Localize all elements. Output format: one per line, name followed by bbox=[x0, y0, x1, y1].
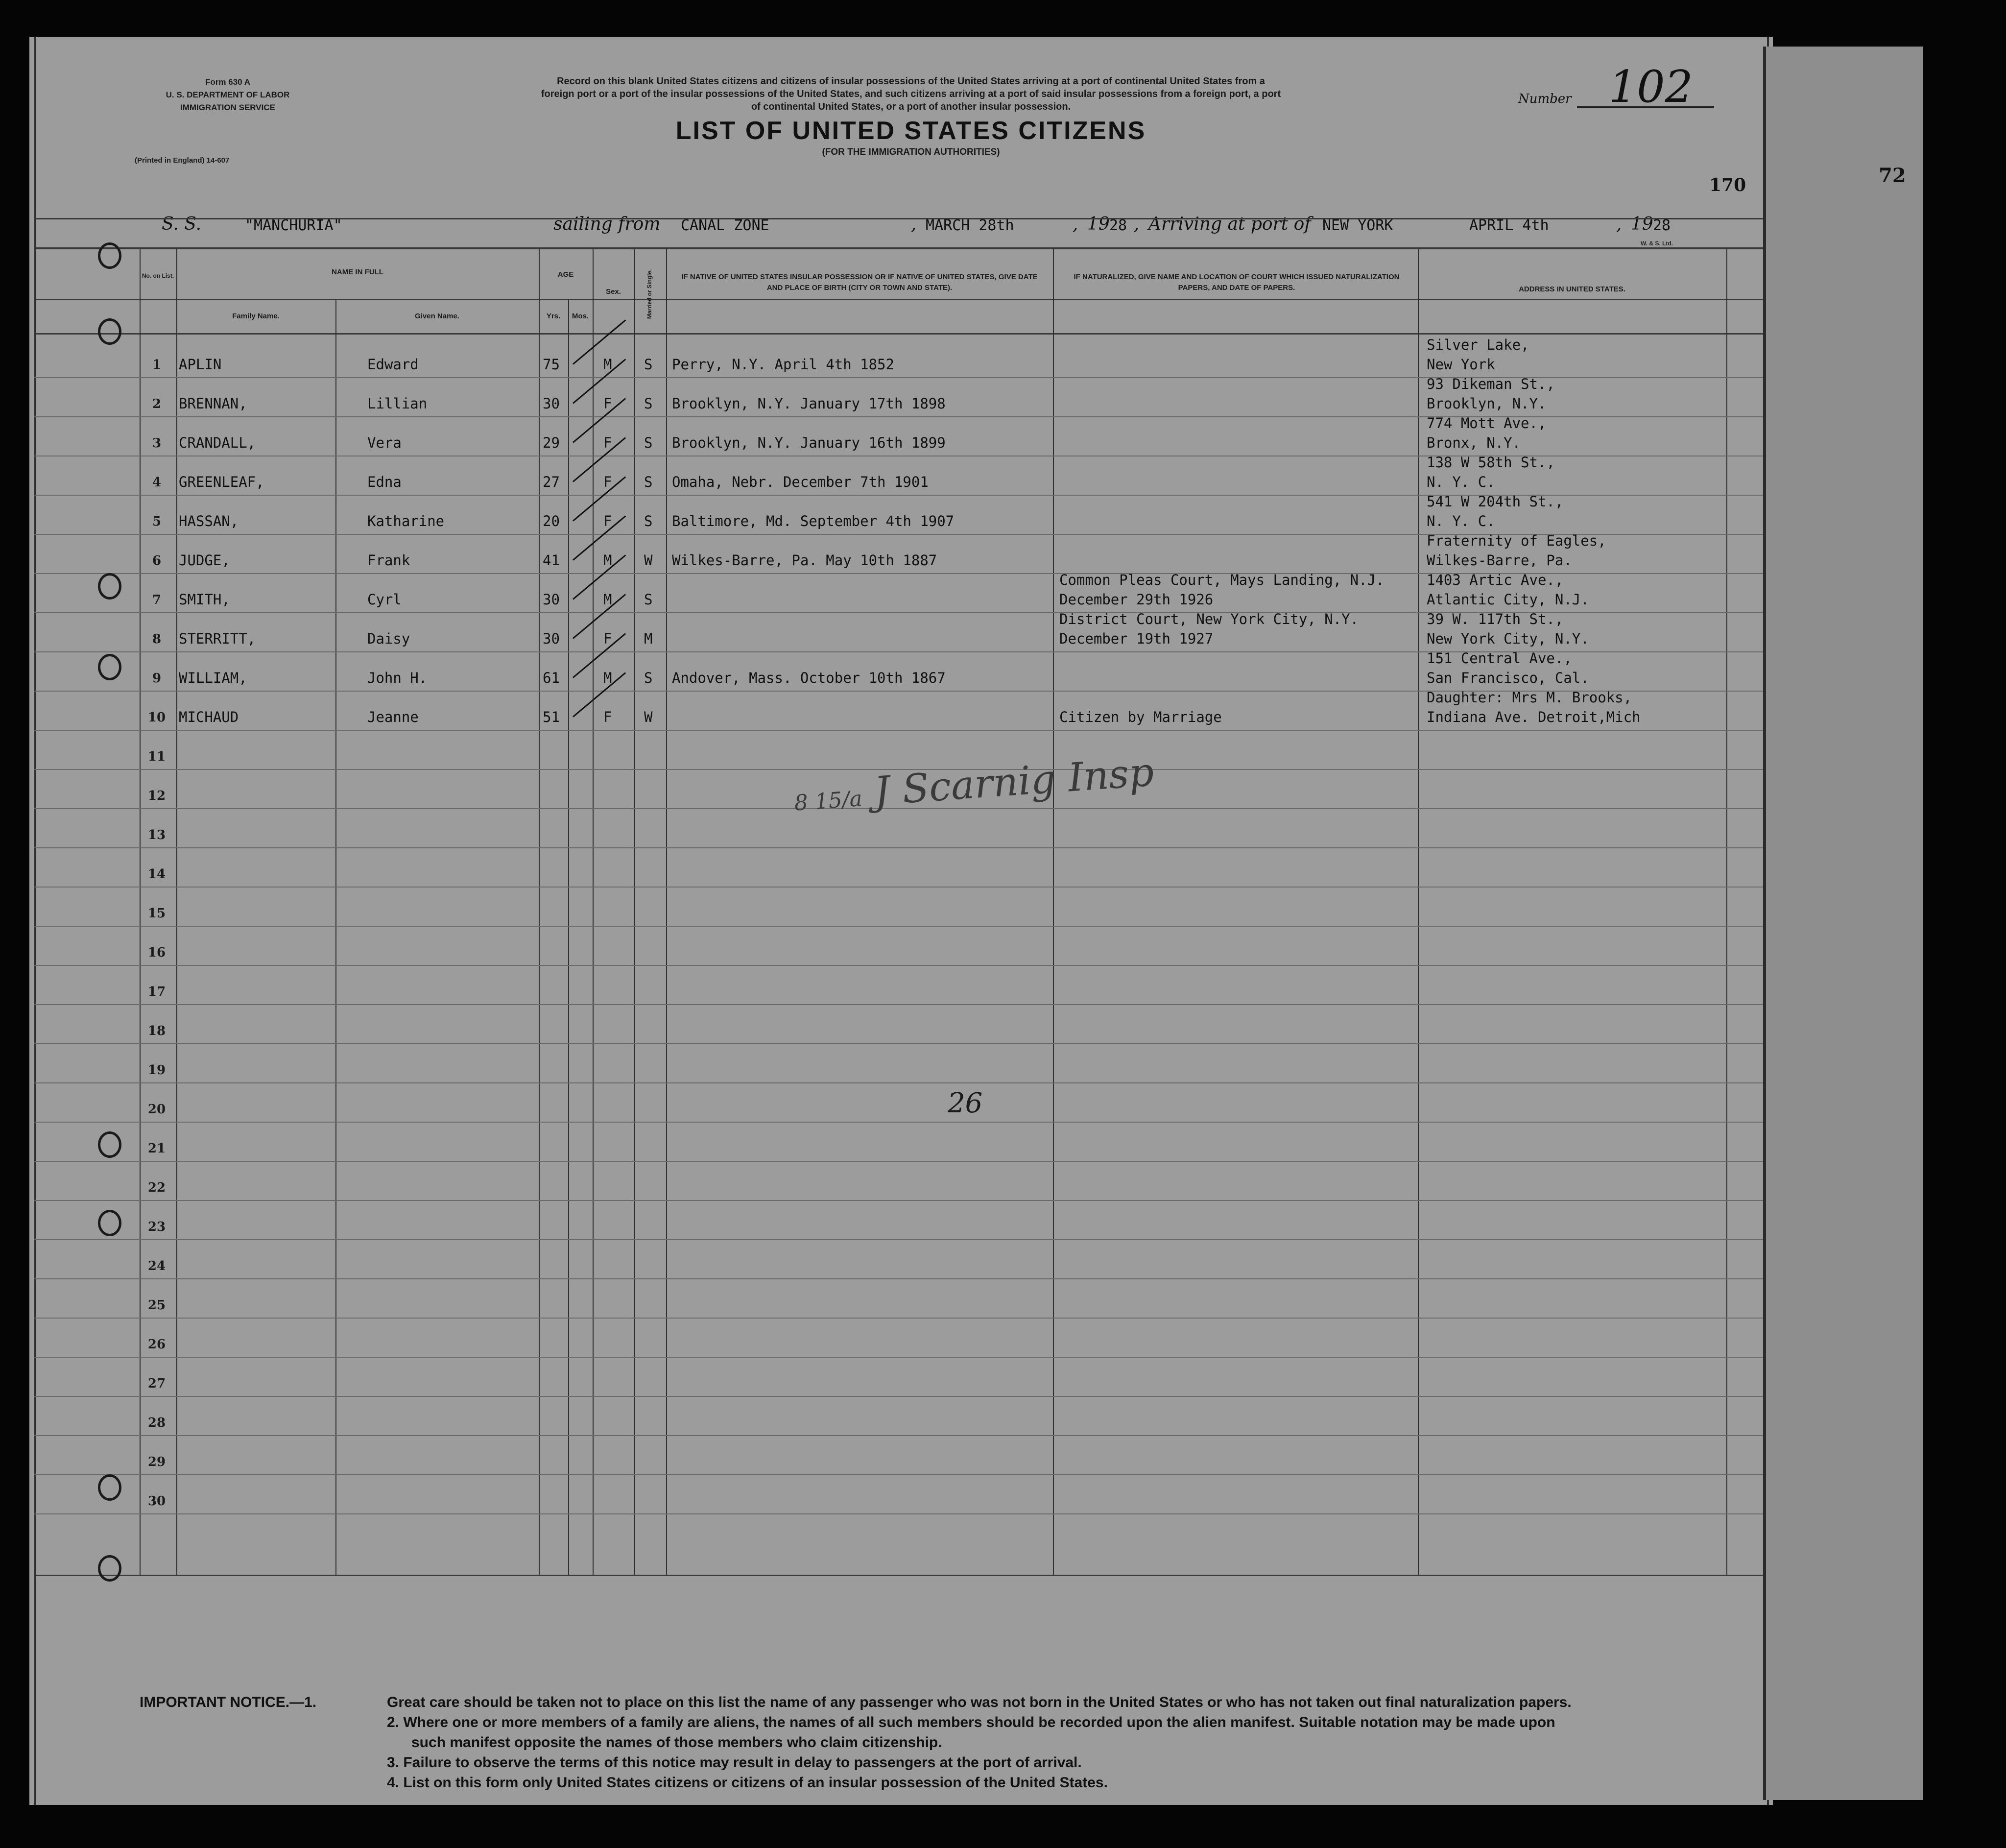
marital-status: S bbox=[644, 670, 653, 686]
rule bbox=[34, 218, 1768, 219]
row-number: 27 bbox=[147, 1376, 166, 1391]
check-mark bbox=[573, 594, 626, 639]
check-mark bbox=[573, 359, 626, 404]
address: Atlantic City, N.J. bbox=[1427, 591, 1589, 608]
row-number: 19 bbox=[147, 1063, 166, 1078]
check-mark bbox=[573, 515, 626, 560]
sex: F bbox=[603, 474, 612, 490]
form-number: Form 630 A bbox=[205, 77, 250, 87]
row-rule bbox=[34, 1239, 1768, 1240]
header-mid-rule bbox=[34, 299, 1768, 300]
printed-in-note: (Printed in England) 14-607 bbox=[135, 156, 230, 165]
page-title: LIST OF UNITED STATES CITIZENS bbox=[675, 117, 1146, 145]
adjacent-page-number: 72 bbox=[1879, 164, 1906, 187]
row-number: 16 bbox=[147, 945, 166, 960]
header-name-in-full: NAME IN FULL bbox=[332, 268, 383, 276]
marital-status: S bbox=[644, 356, 653, 373]
address: N. Y. C. bbox=[1427, 513, 1495, 529]
row-rule bbox=[34, 926, 1768, 927]
given-name: Daisy bbox=[367, 630, 410, 647]
row-number: 13 bbox=[147, 828, 166, 842]
col-divider bbox=[1053, 247, 1054, 1575]
address-line: 774 Mott Ave., bbox=[1427, 415, 1547, 432]
signature-prefix: 8 15/a bbox=[793, 786, 863, 816]
address: New York bbox=[1427, 356, 1495, 373]
row-number: 4 bbox=[152, 475, 162, 490]
family-name: BRENNAN, bbox=[179, 395, 247, 412]
arrival-year-suffix: 28 bbox=[1653, 217, 1671, 234]
department-name: U. S. DEPARTMENT OF LABOR bbox=[166, 90, 290, 99]
family-name: WILLIAM, bbox=[179, 670, 247, 686]
birth-info: Perry, N.Y. April 4th 1852 bbox=[672, 356, 894, 373]
address-line: Fraternity of Eagles, bbox=[1427, 532, 1606, 549]
departure-date: MARCH 28th bbox=[926, 217, 1014, 234]
row-number: 21 bbox=[147, 1141, 166, 1156]
comma: , bbox=[1073, 214, 1078, 234]
page-subtitle: (FOR THE IMMIGRATION AUTHORITIES) bbox=[822, 147, 1000, 157]
age-years: 61 bbox=[543, 670, 560, 686]
header-given-name: Given Name. bbox=[415, 312, 459, 320]
naturalization-court: District Court, New York City, N.Y. bbox=[1059, 611, 1359, 627]
given-name: John H. bbox=[367, 670, 428, 686]
address-line: 1403 Artic Ave., bbox=[1427, 572, 1564, 588]
header-mos: Mos. bbox=[572, 312, 589, 320]
col-divider bbox=[539, 247, 540, 1575]
row-number: 5 bbox=[152, 514, 162, 529]
family-name: STERRITT, bbox=[179, 630, 256, 647]
punch-hole bbox=[98, 1210, 121, 1236]
check-mark bbox=[573, 672, 626, 717]
form-identification bbox=[135, 76, 321, 114]
marital-status: M bbox=[644, 630, 653, 647]
row-rule bbox=[34, 1513, 1768, 1514]
address-line: Silver Lake, bbox=[1427, 336, 1529, 353]
row-number: 3 bbox=[152, 436, 162, 451]
header-sex: Sex. bbox=[606, 288, 621, 296]
row-rule bbox=[34, 1122, 1768, 1123]
notice-item-3: 3. Failure to observe the terms of this notice may result in delay to passengers at the port of arrival. bbox=[387, 1754, 1082, 1771]
col-divider bbox=[176, 247, 177, 1575]
adjacent-page bbox=[1763, 47, 1923, 1800]
departure-year-suffix: 28 bbox=[1109, 217, 1127, 234]
marital-status: S bbox=[644, 434, 653, 451]
row-rule bbox=[34, 1396, 1768, 1397]
manifest-sheet bbox=[29, 37, 1773, 1805]
row-rule bbox=[34, 1474, 1768, 1475]
sailing-from-label: sailing from bbox=[553, 214, 661, 234]
col-divider bbox=[1418, 247, 1419, 1575]
record-instructions bbox=[372, 75, 1450, 113]
address: N. Y. C. bbox=[1427, 474, 1495, 490]
row-rule bbox=[34, 1435, 1768, 1436]
row-number: 10 bbox=[147, 710, 166, 725]
row-rule bbox=[34, 1318, 1768, 1319]
age-years: 30 bbox=[543, 591, 560, 608]
header-yrs: Yrs. bbox=[546, 312, 561, 320]
row-number: 15 bbox=[147, 906, 166, 921]
address-line: 138 W 58th St., bbox=[1427, 454, 1555, 471]
address-line: 541 W 204th St., bbox=[1427, 493, 1564, 510]
check-mark bbox=[573, 554, 626, 600]
family-name: MICHAUD bbox=[179, 709, 239, 725]
notice-lead: IMPORTANT NOTICE.—1. bbox=[140, 1694, 317, 1710]
given-name: Edward bbox=[367, 356, 419, 373]
address: Brooklyn, N.Y. bbox=[1427, 395, 1547, 412]
marital-status: S bbox=[644, 474, 653, 490]
row-rule bbox=[34, 1043, 1768, 1044]
printer-mark: W. & S. Ltd. bbox=[1641, 240, 1673, 247]
row-number: 28 bbox=[147, 1416, 166, 1430]
check-mark bbox=[573, 398, 626, 443]
birth-info: Omaha, Nebr. December 7th 1901 bbox=[672, 474, 929, 490]
departure-year-prefix: 19 bbox=[1087, 214, 1110, 234]
row-rule bbox=[34, 1004, 1768, 1005]
birth-info: Baltimore, Md. September 4th 1907 bbox=[672, 513, 955, 529]
arrival-date: APRIL 4th bbox=[1469, 217, 1549, 234]
family-name: CRANDALL, bbox=[179, 434, 256, 451]
punch-hole bbox=[98, 242, 121, 269]
marital-status: S bbox=[644, 513, 653, 529]
row-number: 14 bbox=[147, 867, 166, 882]
address: Indiana Ave. Detroit,Mich bbox=[1427, 709, 1641, 725]
row-number: 6 bbox=[152, 553, 162, 568]
header-bottom-rule bbox=[34, 333, 1768, 335]
check-mark bbox=[573, 319, 626, 364]
sex: M bbox=[603, 591, 612, 608]
arrival-port: NEW YORK bbox=[1322, 217, 1393, 234]
punch-hole bbox=[98, 1555, 121, 1582]
birth-info: Andover, Mass. October 10th 1867 bbox=[672, 670, 946, 686]
row-number: 2 bbox=[152, 397, 162, 411]
record-line: of continental United States, or a port of another insular possession. bbox=[751, 101, 1071, 112]
naturalization-info: December 19th 1927 bbox=[1059, 630, 1214, 647]
comma: , bbox=[1616, 214, 1622, 234]
family-name: GREENLEAF, bbox=[179, 474, 264, 490]
header-age: AGE bbox=[557, 270, 574, 279]
table-bottom-rule bbox=[34, 1575, 1768, 1576]
col-divider bbox=[140, 247, 141, 1575]
row-rule bbox=[34, 1161, 1768, 1162]
sex: F bbox=[603, 395, 612, 412]
age-years: 75 bbox=[543, 356, 560, 373]
row-number: 23 bbox=[147, 1220, 166, 1234]
record-line: Record on this blank United States citizens and citizens of insular possessions of the United States arriving at a port of continental United States from a bbox=[557, 76, 1265, 87]
address-line: Daughter: Mrs M. Brooks, bbox=[1427, 689, 1632, 706]
row-rule bbox=[34, 730, 1768, 731]
family-name: JUDGE, bbox=[179, 552, 230, 569]
check-mark bbox=[573, 437, 626, 482]
sex: F bbox=[603, 630, 612, 647]
marital-status: W bbox=[644, 709, 653, 725]
given-name: Edna bbox=[367, 474, 402, 490]
given-name: Lillian bbox=[367, 395, 428, 412]
row-number: 26 bbox=[147, 1337, 166, 1352]
naturalization-court: Common Pleas Court, Mays Landing, N.J. bbox=[1059, 572, 1385, 588]
given-name: Jeanne bbox=[367, 709, 419, 725]
header-address: ADDRESS IN UNITED STATES. bbox=[1519, 285, 1625, 293]
row-rule bbox=[34, 1357, 1768, 1358]
col-divider bbox=[568, 299, 569, 1575]
row-number: 20 bbox=[147, 1102, 166, 1117]
given-name: Cyrl bbox=[367, 591, 402, 608]
punch-hole bbox=[98, 318, 121, 345]
punch-hole bbox=[98, 1474, 121, 1501]
page-number: 170 bbox=[1709, 175, 1746, 195]
header-naturalization: IF NATURALIZED, GIVE NAME AND LOCATION OF COURT WHICH ISSUED NATURALIZATION PAPERS, AND DATE OF PAPERS. bbox=[1074, 273, 1400, 292]
notice-item-4: 4. List on this form only United States citizens or citizens of an insular possession of the United States. bbox=[387, 1775, 1108, 1791]
birth-info: Brooklyn, N.Y. January 16th 1899 bbox=[672, 434, 946, 451]
table-top-rule bbox=[34, 247, 1768, 249]
header-family-name: Family Name. bbox=[232, 312, 280, 320]
age-years: 29 bbox=[543, 434, 560, 451]
marital-status: S bbox=[644, 395, 653, 412]
service-name: IMMIGRATION SERVICE bbox=[180, 103, 275, 112]
given-name: Katharine bbox=[367, 513, 445, 529]
family-name: SMITH, bbox=[179, 591, 230, 608]
naturalization-info: Citizen by Marriage bbox=[1059, 709, 1222, 725]
age-years: 27 bbox=[543, 474, 560, 490]
ss-label: S. S. bbox=[162, 214, 202, 234]
sheet-number: 26 bbox=[948, 1087, 983, 1119]
sex: F bbox=[603, 513, 612, 529]
sex: M bbox=[603, 552, 612, 569]
row-number: 9 bbox=[152, 671, 162, 686]
birth-info: Wilkes-Barre, Pa. May 10th 1887 bbox=[672, 552, 937, 569]
age-years: 30 bbox=[543, 395, 560, 412]
row-rule bbox=[34, 1278, 1768, 1279]
notice-item-1: Great care should be taken not to place on this list the name of any passenger who was not born in the United States or who has not taken out final naturalization papers. bbox=[387, 1694, 1572, 1710]
given-name: Frank bbox=[367, 552, 410, 569]
address-line: 93 Dikeman St., bbox=[1427, 376, 1555, 392]
col-divider bbox=[1726, 247, 1727, 1575]
row-number: 24 bbox=[147, 1259, 166, 1273]
address-line: 151 Central Ave., bbox=[1427, 650, 1572, 667]
number-label: Number bbox=[1518, 92, 1572, 106]
check-mark bbox=[573, 633, 626, 678]
naturalization-info: December 29th 1926 bbox=[1059, 591, 1214, 608]
row-number: 12 bbox=[147, 789, 166, 803]
age-years: 30 bbox=[543, 630, 560, 647]
birth-info: Brooklyn, N.Y. January 17th 1898 bbox=[672, 395, 946, 412]
punch-hole bbox=[98, 573, 121, 600]
arriving-label: Arriving at port of bbox=[1148, 214, 1311, 234]
ship-name: "MANCHURIA" bbox=[245, 217, 342, 234]
comma: , bbox=[1134, 214, 1140, 234]
age-years: 20 bbox=[543, 513, 560, 529]
row-number: 22 bbox=[147, 1180, 166, 1195]
punch-hole bbox=[98, 1131, 121, 1158]
sailing-from-port: CANAL ZONE bbox=[681, 217, 769, 234]
sex: M bbox=[603, 356, 612, 373]
row-rule bbox=[34, 1082, 1768, 1083]
age-years: 41 bbox=[543, 552, 560, 569]
row-rule bbox=[34, 1200, 1768, 1201]
sex: F bbox=[603, 709, 612, 725]
sex: M bbox=[603, 670, 612, 686]
row-number: 17 bbox=[147, 984, 166, 999]
record-line: foreign port or a port of the insular possessions of the United States, and such citizens arriving at a port of said insular possessions from a foreign port, a port bbox=[541, 89, 1281, 99]
signature-text: J Scarnig Insp bbox=[872, 749, 1156, 815]
marital-status: S bbox=[644, 591, 653, 608]
family-name: HASSAN, bbox=[179, 513, 239, 529]
address-line: 39 W. 117th St., bbox=[1427, 611, 1564, 627]
age-years: 51 bbox=[543, 709, 560, 725]
punch-hole bbox=[98, 654, 121, 680]
comma: , bbox=[911, 214, 917, 234]
row-number: 7 bbox=[152, 593, 162, 607]
header-married-or-single: Married or Single. bbox=[646, 269, 653, 319]
address: Wilkes-Barre, Pa. bbox=[1427, 552, 1572, 569]
address: Bronx, N.Y. bbox=[1427, 434, 1521, 451]
address: San Francisco, Cal. bbox=[1427, 670, 1589, 686]
row-rule bbox=[34, 887, 1768, 888]
family-name: APLIN bbox=[179, 356, 222, 373]
page-edge bbox=[34, 37, 36, 1805]
row-number: 29 bbox=[147, 1455, 166, 1469]
sex: F bbox=[603, 434, 612, 451]
row-rule bbox=[34, 965, 1768, 966]
header-birth-info: IF NATIVE OF UNITED STATES INSULAR POSSESSION OR IF NATIVE OF UNITED STATES, GIVE DATE AND PLACE OF BIRTH (CITY OR TOWN AND STATE). bbox=[681, 273, 1038, 292]
row-rule bbox=[34, 847, 1768, 848]
address: New York City, N.Y. bbox=[1427, 630, 1589, 647]
row-number: 1 bbox=[152, 358, 162, 372]
row-number: 11 bbox=[147, 749, 166, 764]
check-mark bbox=[573, 476, 626, 521]
row-number: 18 bbox=[147, 1024, 166, 1038]
marital-status: W bbox=[644, 552, 653, 569]
list-number: 102 bbox=[1609, 61, 1693, 113]
row-number: 25 bbox=[147, 1298, 166, 1313]
arrival-year-prefix: 19 bbox=[1631, 214, 1653, 234]
col-divider bbox=[593, 247, 594, 1575]
notice-item-2-continued: such manifest opposite the names of those members who claim citizenship. bbox=[411, 1734, 942, 1751]
notice-item-2: 2. Where one or more members of a family are aliens, the names of all such members should be recorded upon the alien manifest. Suitable notation may be made upon bbox=[387, 1714, 1555, 1730]
col-divider bbox=[634, 247, 635, 1575]
col-divider bbox=[666, 247, 667, 1575]
header-no-on-list: No. on List. bbox=[142, 272, 174, 279]
col-divider bbox=[335, 299, 336, 1575]
row-number: 30 bbox=[147, 1494, 166, 1509]
row-number: 8 bbox=[152, 632, 162, 647]
given-name: Vera bbox=[367, 434, 402, 451]
